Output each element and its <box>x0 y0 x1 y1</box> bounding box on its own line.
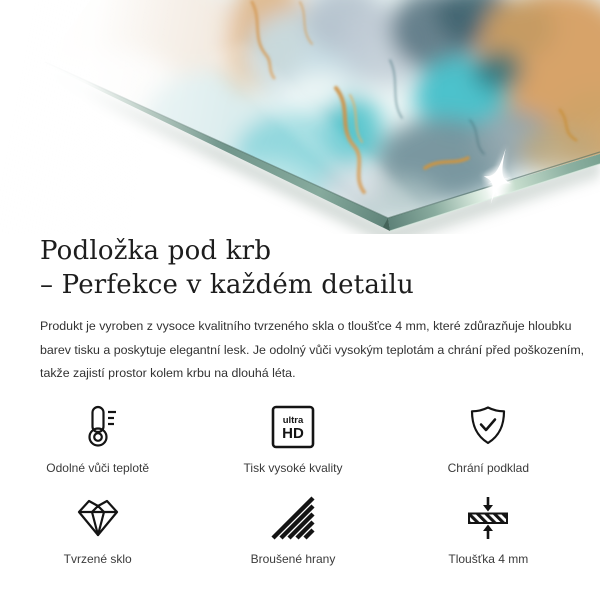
feature-label: Broušené hrany <box>250 551 336 566</box>
feature-ground-edges <box>195 493 390 566</box>
feature-label: Chrání podklad <box>447 460 530 475</box>
title-line-2: – Perfekce v každém detailu <box>40 270 414 300</box>
ultra-text: ultra <box>282 414 304 426</box>
feature-label: Tloušťka 4 mm <box>448 551 529 566</box>
feature-tempered-glass <box>0 493 195 566</box>
left-white-fade <box>0 0 252 234</box>
feature-print-quality <box>195 402 390 475</box>
feature-grid <box>0 402 600 566</box>
shield-check-icon <box>464 403 512 451</box>
page-title <box>40 234 580 302</box>
ultra-hd-icon <box>269 403 317 451</box>
product-description-section <box>0 234 600 386</box>
title-line-1: Podložka pod krb <box>40 236 272 266</box>
feature-protects-floor <box>391 402 586 475</box>
description-line: barev tisku a poskytuje elegantní lesk. Je odolný vůči vysokým teplotám a chrání před poškozením, <box>40 342 585 357</box>
diamond-icon <box>74 495 122 541</box>
feature-heat-resistant <box>0 402 195 475</box>
feature-label: Tvrzené sklo <box>63 551 132 566</box>
feature-label: Tisk vysoké kvality <box>243 460 343 475</box>
feature-thickness <box>391 493 586 566</box>
description-line: Produkt je vyroben z vysoce kvalitního tvrzeného skla o tloušťce 4 mm, které zdůrazňuje hloubku <box>40 319 572 333</box>
hd-text: HD <box>282 424 304 442</box>
beveled-edges-icon <box>269 494 317 542</box>
thickness-icon <box>464 494 512 542</box>
product-hero-image <box>0 0 600 234</box>
thermometer-icon <box>74 403 122 451</box>
description-line: takže zajistí prostor kolem krbu na dlouhá léta. <box>40 366 296 380</box>
feature-label: Odolné vůči teplotě <box>46 460 150 475</box>
product-description-text <box>40 315 585 386</box>
